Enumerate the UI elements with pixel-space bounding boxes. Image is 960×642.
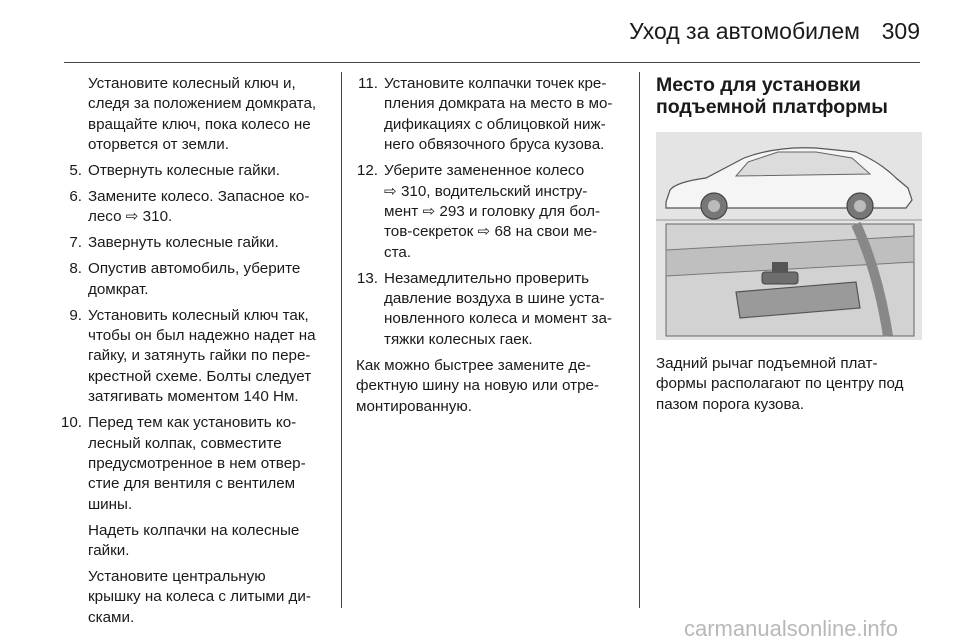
rear-wheel-hub	[854, 200, 866, 212]
step-number: 12.	[356, 162, 378, 180]
lift-point-illustration	[656, 132, 922, 340]
intro-paragraph: Установите колесный ключ и, следя за положением домкрата, вращайте ключ, пока колесо не оторвется от земли.	[88, 75, 317, 154]
column-divider-2	[639, 72, 640, 608]
lift-point-diagram	[656, 132, 922, 340]
column-3	[656, 74, 922, 415]
step-11: 11. Установите колпачки точек кре- пления домкрата на место в мо- дификациях с облицовкой ниж- него обвязочного бруса кузова.	[358, 75, 613, 154]
step-number: 7.	[69, 234, 82, 252]
step-8: 8. Опустив автомобиль, уберите домкрат.	[60, 259, 328, 300]
watermark: carmanualsonline.info	[684, 616, 899, 641]
step-6: 6. Замените колесо. Запасное ко- лесо ⇨ 310.	[60, 187, 328, 228]
closing-paragraph: Как можно быстрее замените де- фектную шину на новую или отре- монтированную.	[356, 356, 600, 415]
figure-caption: Задний рычаг подъемной плат- формы располагают по центру под пазом порога кузова.	[656, 355, 904, 413]
step-10: 10. Перед тем как установить ко- лесный колпак, совместите предусмотренное в нем отвер- стие для вентиля с вентилем шины.	[60, 414, 306, 513]
page-number: 309	[881, 18, 920, 44]
lift-pad-top	[772, 262, 788, 272]
cross-reference-link[interactable]: лесо ⇨ 310.	[88, 208, 173, 226]
step-number: 10.	[60, 414, 82, 432]
front-wheel-hub	[708, 200, 720, 212]
page-header-title: Уход за автомобилем	[629, 18, 860, 44]
step-number: 13.	[356, 269, 378, 287]
step-number: 6.	[69, 188, 82, 206]
step-13: 13. Незамедлительно проверить давление воздуха в шине уста- новленного колеса и момент за- тяжки колесных гаек.	[356, 269, 612, 348]
step-12: 12. Уберите замененное колесо ⇨ 310, водительский инстру- мент ⇨ 293 и головку для бол- тов-секреток ⇨ 68 на свои ме- ста.	[356, 162, 601, 261]
section-heading: Место для установки подъемной платформы	[656, 74, 888, 118]
lift-pad	[762, 272, 798, 284]
step-5: 5. Отвернуть колесные гайки.	[60, 161, 328, 181]
header-divider	[64, 62, 920, 63]
step-10-subparagraph-2: Установите центральную крышку на колеса с литыми ди- сками.	[88, 567, 311, 626]
column-2	[356, 74, 624, 423]
column-divider-1	[341, 72, 342, 608]
step-7: 7. Завернуть колесные гайки.	[60, 233, 328, 253]
step-number: 9.	[69, 306, 82, 324]
column-1	[60, 74, 328, 634]
step-number: 11.	[358, 75, 378, 92]
cross-reference-link[interactable]: мент ⇨ 293 и головку для бол-	[384, 202, 601, 220]
step-number: 8.	[69, 260, 82, 278]
step-9: 9. Установить колесный ключ так, чтобы он был надежно надет на гайку, и затянуть гайки по пере- крестной схеме. Болты следует затягивать моментом 140 Нм.	[60, 306, 328, 408]
cross-reference-link[interactable]: ⇨ 310, водительский инстру-	[384, 182, 588, 200]
step-number: 5.	[69, 162, 82, 180]
step-10-subparagraph-1: Надеть колпачки на колесные гайки.	[88, 521, 300, 560]
cross-reference-link[interactable]: тов-секреток ⇨ 68 на свои ме-	[384, 223, 598, 241]
